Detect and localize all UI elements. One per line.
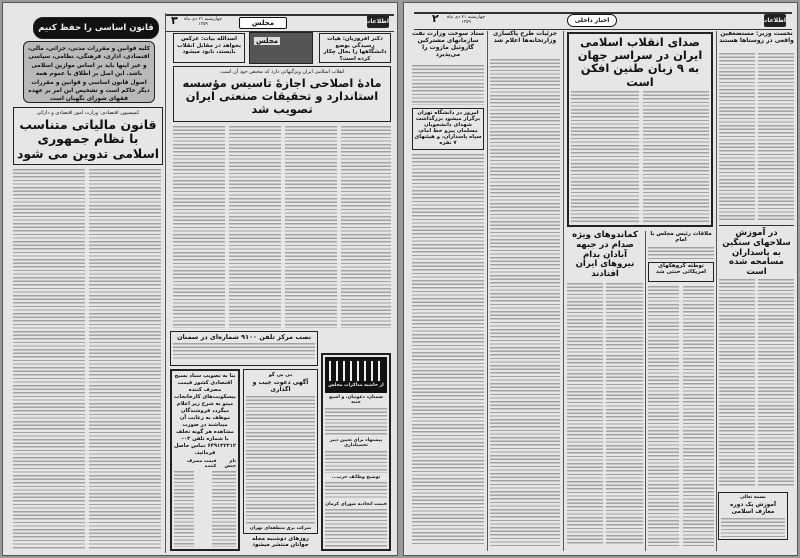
tax-headline: قانون مالیاتی متناسب با نظام جمهوری اسلامی تدوین می شود bbox=[16, 117, 160, 161]
course-box bbox=[718, 492, 788, 540]
weapons-headline: در آموزش سلاحهای سنگین به پاسداران مسامحه شده است bbox=[719, 229, 794, 278]
article-text bbox=[285, 126, 337, 328]
column-rule bbox=[563, 31, 564, 551]
subhead: قیمت اتحادیه شورای کرمان bbox=[325, 501, 387, 507]
issue-date: چهارشنبه ۲۱ دی ماه ۱۳۵۹ bbox=[183, 17, 223, 28]
tax-headline-box bbox=[13, 107, 163, 165]
bars-illustration-icon bbox=[325, 357, 387, 393]
price-list bbox=[174, 471, 194, 547]
newspaper-page-2 bbox=[403, 2, 798, 556]
photo-label: مجلس bbox=[256, 37, 279, 45]
ad-column-price: قیمت مصرف کننده bbox=[186, 459, 217, 470]
plot-headline: توطئه گروهکهای امریکائی خنثی شد bbox=[655, 263, 707, 276]
main-headline-box bbox=[173, 66, 391, 122]
radio-headline: صدای انقلاب اسلامی ایران در سراسر جهان به ۹ زبان طنین افکن است bbox=[577, 35, 703, 89]
teaser-photo bbox=[249, 32, 313, 64]
article-text bbox=[758, 53, 794, 222]
meeting-headline: ملاقات رئیس مجلس با امام bbox=[648, 231, 714, 244]
article-text bbox=[173, 343, 315, 359]
article-text bbox=[643, 91, 709, 223]
article-text bbox=[13, 169, 85, 549]
teaser-box bbox=[173, 33, 245, 63]
article-text bbox=[89, 169, 161, 549]
header-rule bbox=[166, 14, 394, 16]
article-text bbox=[721, 518, 785, 537]
slogan-text: قانون اساسی را حفظ کنیم bbox=[38, 23, 154, 33]
article-text bbox=[490, 59, 560, 546]
article-text bbox=[719, 279, 755, 487]
plot-headline-box bbox=[648, 262, 714, 282]
main-kicker: انقلاب اسلامی ایران ویژگیهائی دارد که مختص خود آن است. bbox=[219, 69, 345, 75]
quote-box bbox=[23, 41, 155, 103]
item-list bbox=[212, 471, 236, 547]
teaser-text: دکتر افروزیان: هیات رسیدگی بوضع دانشگاهها را بحال چکار کرده است؟ bbox=[323, 36, 387, 62]
page-number: ۳ bbox=[171, 14, 178, 27]
ad-text: بنا به تصویب ستاد بسیج اقتصادی کشور قیمت مصرف کننده بیسکویت‌های کارخانجات مینو به شرح زیر اعلام میگردد فروشندگان موظف به رعایت آن میباشند در صورت مشاهده هر گونه تخلف با شماره تلفن ۰۳–۶۴۹۱۳۲۳۱۲ تماس حاصل فرمائید. bbox=[174, 373, 236, 457]
article-text bbox=[325, 451, 387, 473]
tax-kicker: کمیسیون اقتصادی: وزارت امور اقتصادی و دارائی bbox=[36, 110, 140, 116]
column-rule bbox=[716, 31, 717, 551]
notice-text bbox=[246, 396, 315, 524]
article-text bbox=[758, 279, 794, 487]
notice-box bbox=[243, 369, 318, 534]
notice-sign: شرکت برق منطقه‌ای تهران bbox=[249, 525, 312, 531]
students-box bbox=[412, 108, 484, 150]
section-label: اخبار داخلی bbox=[567, 14, 617, 27]
course-headline: آموزش یک دوره معارف اسلامی bbox=[729, 502, 777, 516]
subhead: توضیح وظائف حزب... bbox=[331, 474, 381, 480]
article-text bbox=[683, 286, 714, 546]
article-text bbox=[325, 408, 387, 436]
article-text bbox=[606, 283, 643, 546]
pm-headline: نخست وزیر: مستضعفین واقعی در روستاها هستند bbox=[719, 30, 794, 44]
notice-title: آگهی دعوت جیب و اگذاری bbox=[252, 379, 309, 393]
section-label: مجلس bbox=[239, 17, 287, 29]
article-text bbox=[325, 482, 387, 500]
article-text bbox=[412, 65, 484, 105]
divider bbox=[719, 225, 794, 226]
ad-column-name: نام جنس bbox=[224, 459, 236, 470]
teaser-box bbox=[319, 33, 391, 63]
youth-magazine-note: روزهای دوشنبه مجله جوانان منتشر میشود bbox=[252, 536, 309, 549]
article-text bbox=[341, 126, 391, 328]
newspaper-page-3 bbox=[2, 2, 398, 556]
article-text bbox=[567, 283, 603, 546]
phone-headline: نصب مرکز تلفن ۹۱۰۰ شماره‌ای در سمنان bbox=[176, 333, 312, 341]
main-headline: مادهٔ اصلاحی اجازهٔ تاسیس مؤسسه استاندارد و تحقیقات صنعتی ایران تصویب شد bbox=[182, 76, 382, 117]
page-number: ۲ bbox=[432, 12, 439, 25]
article-text bbox=[571, 91, 639, 223]
column-rule bbox=[487, 31, 488, 551]
subhead: سمنان، دعوتیان، و اشیع جنبه bbox=[329, 395, 383, 406]
article-text bbox=[173, 126, 225, 328]
students-headline: امروز در دانشگاه تهران برگزار میشود بزرگداشت شهدای دانشجویان مسلمان پیرو خط امام، سپاه پاسداران، و هیئتهای ۷ نفره bbox=[414, 110, 482, 147]
newspaper-logo: اطلاعات bbox=[764, 14, 786, 27]
notice-label: بی بی گو bbox=[268, 372, 293, 378]
commando-headline: کماندوهای ویژه صدام در جبهه آبادان بدام نیروهای ایران افتادند bbox=[567, 231, 643, 280]
slogan-box bbox=[33, 17, 159, 39]
issue-date: چهارشنبه ۲۱ دی ماه ۱۳۵۹ bbox=[446, 15, 486, 26]
teaser-text: اسدالله بیات: عرکس بخواهد در مقابل انقلاب بایستد، نابود میشود bbox=[176, 36, 242, 56]
article-text bbox=[229, 126, 281, 328]
column-rule bbox=[645, 231, 646, 551]
bars-caption: از حاشیه مذاکرات مجلس bbox=[328, 383, 384, 388]
quote-text: کلیه قوانین و مقررات مدنی، جزائی، مالی، اقتصادی، اداری، فرهنگی، نظامی، سیاسی و غیر اینها باید بر اساس موازین اسلامی باشد. این اصل بر اطلاق یا عموم همه اصول قانون اساسی و قوانین و مقررات دیگر حاکم است و تشخیص این امر بر عهده فقهای شورای نگهبان است bbox=[27, 46, 151, 103]
course-kicker: بسمه تعالی bbox=[740, 495, 766, 500]
article-text bbox=[648, 286, 679, 546]
parliament-margin-box bbox=[321, 353, 391, 551]
price-ad-box bbox=[170, 369, 240, 551]
newspaper-logo: اطلاعات bbox=[367, 15, 389, 28]
phone-news-box bbox=[170, 331, 318, 366]
article-text bbox=[648, 247, 714, 259]
column-rule bbox=[165, 13, 166, 553]
article-text bbox=[412, 154, 484, 546]
article-text bbox=[325, 509, 387, 547]
fuel-headline: ستاد سوخت وزارت نفت سازمانهای مشترکین گازوئیل مازوت را می‌پذیرد bbox=[412, 30, 484, 58]
radio-headline-box bbox=[567, 32, 713, 227]
plan-headline: جزئیات طرح پاکسازی وزارتخانه‌ها اعلام شد bbox=[490, 31, 560, 45]
article-text bbox=[719, 53, 755, 222]
subhead: پیشنهاد برای تعیین دبیر تحصیلداری bbox=[329, 437, 383, 449]
